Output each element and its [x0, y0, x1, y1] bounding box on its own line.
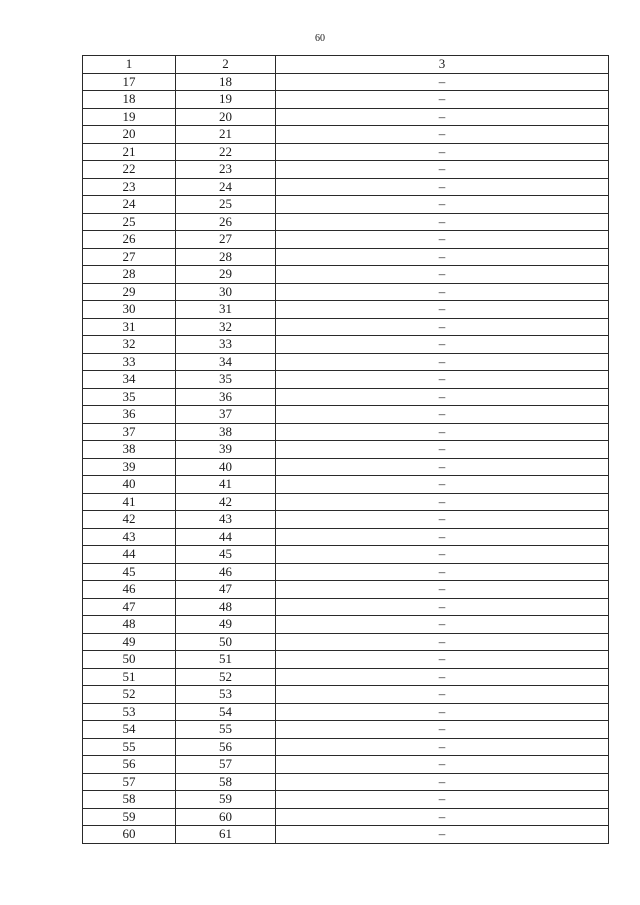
table-cell-col-3: – — [276, 598, 609, 616]
table-row — [83, 808, 609, 826]
table-cell-col-2: 36 — [176, 388, 276, 406]
table-cell-col-2: 34 — [176, 353, 276, 371]
table-row — [83, 721, 609, 739]
table-cell-col-1: 59 — [83, 808, 176, 826]
table-cell-col-2: 56 — [176, 738, 276, 756]
table-row — [83, 161, 609, 179]
table-row — [83, 826, 609, 844]
table-cell-col-1: 57 — [83, 773, 176, 791]
table-cell-col-1: 37 — [83, 423, 176, 441]
table-cell-col-1: 38 — [83, 441, 176, 459]
table-row — [83, 511, 609, 529]
table-row — [83, 196, 609, 214]
table-cell-col-3: – — [276, 423, 609, 441]
table-cell-col-3: – — [276, 161, 609, 179]
table-cell-col-3: – — [276, 388, 609, 406]
table-row — [83, 633, 609, 651]
table-cell-col-1: 52 — [83, 686, 176, 704]
table-row — [83, 476, 609, 494]
table-row — [83, 528, 609, 546]
table-cell-col-1: 17 — [83, 73, 176, 91]
column-header-2: 2 — [176, 56, 276, 74]
table-row — [83, 143, 609, 161]
table-cell-col-1: 32 — [83, 336, 176, 354]
table-cell-col-3: – — [276, 668, 609, 686]
table-row — [83, 266, 609, 284]
table-cell-col-3: – — [276, 546, 609, 564]
table-row — [83, 563, 609, 581]
table-cell-col-3: – — [276, 406, 609, 424]
header-row — [83, 56, 609, 74]
table-cell-col-3: – — [276, 266, 609, 284]
table-cell-col-2: 48 — [176, 598, 276, 616]
table-cell-col-1: 46 — [83, 581, 176, 599]
column-header-3: 3 — [276, 56, 609, 74]
table-cell-col-3: – — [276, 458, 609, 476]
table-cell-col-3: – — [276, 371, 609, 389]
table-cell-col-2: 27 — [176, 231, 276, 249]
table-row — [83, 791, 609, 809]
table-cell-col-1: 51 — [83, 668, 176, 686]
table-cell-col-2: 19 — [176, 91, 276, 109]
table-cell-col-1: 54 — [83, 721, 176, 739]
table-cell-col-3: – — [276, 441, 609, 459]
table-cell-col-2: 28 — [176, 248, 276, 266]
table-cell-col-1: 55 — [83, 738, 176, 756]
table-cell-col-3: – — [276, 231, 609, 249]
table-row — [83, 283, 609, 301]
table-row — [83, 231, 609, 249]
table-cell-col-3: – — [276, 143, 609, 161]
table-cell-col-2: 55 — [176, 721, 276, 739]
table-cell-col-2: 46 — [176, 563, 276, 581]
table-cell-col-3: – — [276, 773, 609, 791]
table-cell-col-2: 23 — [176, 161, 276, 179]
table-cell-col-1: 39 — [83, 458, 176, 476]
table-row — [83, 756, 609, 774]
table-cell-col-1: 44 — [83, 546, 176, 564]
table-cell-col-2: 51 — [176, 651, 276, 669]
table-cell-col-2: 44 — [176, 528, 276, 546]
table-row — [83, 213, 609, 231]
table-cell-col-1: 50 — [83, 651, 176, 669]
table-cell-col-2: 49 — [176, 616, 276, 634]
table-row — [83, 616, 609, 634]
table-cell-col-2: 57 — [176, 756, 276, 774]
table-cell-col-3: – — [276, 738, 609, 756]
table-cell-col-1: 29 — [83, 283, 176, 301]
table-row — [83, 318, 609, 336]
table-row — [83, 546, 609, 564]
table-cell-col-3: – — [276, 826, 609, 844]
table-cell-col-3: – — [276, 651, 609, 669]
table-row — [83, 406, 609, 424]
table-header — [83, 56, 609, 74]
table-cell-col-2: 30 — [176, 283, 276, 301]
table-cell-col-2: 25 — [176, 196, 276, 214]
table-cell-col-1: 42 — [83, 511, 176, 529]
table-cell-col-2: 33 — [176, 336, 276, 354]
table-cell-col-1: 22 — [83, 161, 176, 179]
data-table — [82, 55, 609, 844]
table-cell-col-2: 26 — [176, 213, 276, 231]
table-row — [83, 441, 609, 459]
table-cell-col-1: 47 — [83, 598, 176, 616]
table-cell-col-3: – — [276, 353, 609, 371]
table-cell-col-3: – — [276, 581, 609, 599]
table-cell-col-1: 21 — [83, 143, 176, 161]
table-row — [83, 336, 609, 354]
table-cell-col-1: 18 — [83, 91, 176, 109]
table-row — [83, 581, 609, 599]
table-row — [83, 598, 609, 616]
table-cell-col-1: 58 — [83, 791, 176, 809]
table-cell-col-1: 41 — [83, 493, 176, 511]
table-cell-col-1: 24 — [83, 196, 176, 214]
table-cell-col-1: 53 — [83, 703, 176, 721]
table-cell-col-2: 32 — [176, 318, 276, 336]
table-cell-col-3: – — [276, 301, 609, 319]
table-cell-col-1: 30 — [83, 301, 176, 319]
table-cell-col-2: 18 — [176, 73, 276, 91]
table-cell-col-2: 39 — [176, 441, 276, 459]
table-row — [83, 91, 609, 109]
table-cell-col-3: – — [276, 283, 609, 301]
table-cell-col-2: 31 — [176, 301, 276, 319]
table-cell-col-2: 37 — [176, 406, 276, 424]
table-cell-col-2: 20 — [176, 108, 276, 126]
table-cell-col-3: – — [276, 756, 609, 774]
table-cell-col-1: 19 — [83, 108, 176, 126]
table-cell-col-1: 56 — [83, 756, 176, 774]
table-row — [83, 388, 609, 406]
table-row — [83, 178, 609, 196]
table-cell-col-2: 47 — [176, 581, 276, 599]
table-cell-col-3: – — [276, 248, 609, 266]
table-cell-col-2: 61 — [176, 826, 276, 844]
table-cell-col-3: – — [276, 73, 609, 91]
table-row — [83, 423, 609, 441]
table-row — [83, 651, 609, 669]
table-cell-col-2: 40 — [176, 458, 276, 476]
table-body — [83, 73, 609, 843]
table-row — [83, 686, 609, 704]
table-cell-col-1: 33 — [83, 353, 176, 371]
table-cell-col-3: – — [276, 633, 609, 651]
table-cell-col-2: 54 — [176, 703, 276, 721]
table-cell-col-1: 48 — [83, 616, 176, 634]
table-cell-col-1: 25 — [83, 213, 176, 231]
table-row — [83, 738, 609, 756]
page-number: 60 — [315, 33, 325, 44]
table-cell-col-3: – — [276, 703, 609, 721]
table-cell-col-2: 43 — [176, 511, 276, 529]
table-cell-col-2: 35 — [176, 371, 276, 389]
table-cell-col-3: – — [276, 511, 609, 529]
table-cell-col-1: 31 — [83, 318, 176, 336]
table-cell-col-2: 41 — [176, 476, 276, 494]
table-cell-col-3: – — [276, 721, 609, 739]
table-cell-col-2: 24 — [176, 178, 276, 196]
table-cell-col-1: 28 — [83, 266, 176, 284]
table-row — [83, 703, 609, 721]
table-cell-col-3: – — [276, 336, 609, 354]
table-cell-col-1: 49 — [83, 633, 176, 651]
table-row — [83, 668, 609, 686]
table-cell-col-3: – — [276, 563, 609, 581]
table-row — [83, 458, 609, 476]
table-row — [83, 73, 609, 91]
table-cell-col-3: – — [276, 213, 609, 231]
table-row — [83, 353, 609, 371]
table-cell-col-3: – — [276, 126, 609, 144]
table-cell-col-3: – — [276, 476, 609, 494]
table-cell-col-3: – — [276, 791, 609, 809]
table-cell-col-1: 45 — [83, 563, 176, 581]
table-cell-col-2: 58 — [176, 773, 276, 791]
table-cell-col-1: 34 — [83, 371, 176, 389]
table-cell-col-3: – — [276, 686, 609, 704]
table-cell-col-3: – — [276, 108, 609, 126]
table-cell-col-1: 60 — [83, 826, 176, 844]
table-row — [83, 493, 609, 511]
table-cell-col-3: – — [276, 196, 609, 214]
table-cell-col-1: 27 — [83, 248, 176, 266]
column-header-1: 1 — [83, 56, 176, 74]
table-cell-col-1: 40 — [83, 476, 176, 494]
table-cell-col-1: 23 — [83, 178, 176, 196]
table-row — [83, 126, 609, 144]
table-cell-col-2: 22 — [176, 143, 276, 161]
table-cell-col-2: 42 — [176, 493, 276, 511]
table-cell-col-1: 35 — [83, 388, 176, 406]
table-cell-col-3: – — [276, 318, 609, 336]
table-cell-col-2: 45 — [176, 546, 276, 564]
table-row — [83, 371, 609, 389]
table-row — [83, 301, 609, 319]
table-cell-col-2: 38 — [176, 423, 276, 441]
table-cell-col-3: – — [276, 808, 609, 826]
table-row — [83, 248, 609, 266]
table-cell-col-2: 59 — [176, 791, 276, 809]
table-cell-col-1: 43 — [83, 528, 176, 546]
table-cell-col-3: – — [276, 178, 609, 196]
table-cell-col-2: 60 — [176, 808, 276, 826]
table-row — [83, 773, 609, 791]
table-cell-col-1: 36 — [83, 406, 176, 424]
table-cell-col-2: 53 — [176, 686, 276, 704]
table-cell-col-1: 20 — [83, 126, 176, 144]
table-cell-col-2: 29 — [176, 266, 276, 284]
table-cell-col-3: – — [276, 616, 609, 634]
table-cell-col-1: 26 — [83, 231, 176, 249]
table-cell-col-3: – — [276, 91, 609, 109]
table-cell-col-2: 52 — [176, 668, 276, 686]
table-cell-col-3: – — [276, 528, 609, 546]
table-cell-col-2: 50 — [176, 633, 276, 651]
table-cell-col-2: 21 — [176, 126, 276, 144]
table-cell-col-3: – — [276, 493, 609, 511]
table-row — [83, 108, 609, 126]
